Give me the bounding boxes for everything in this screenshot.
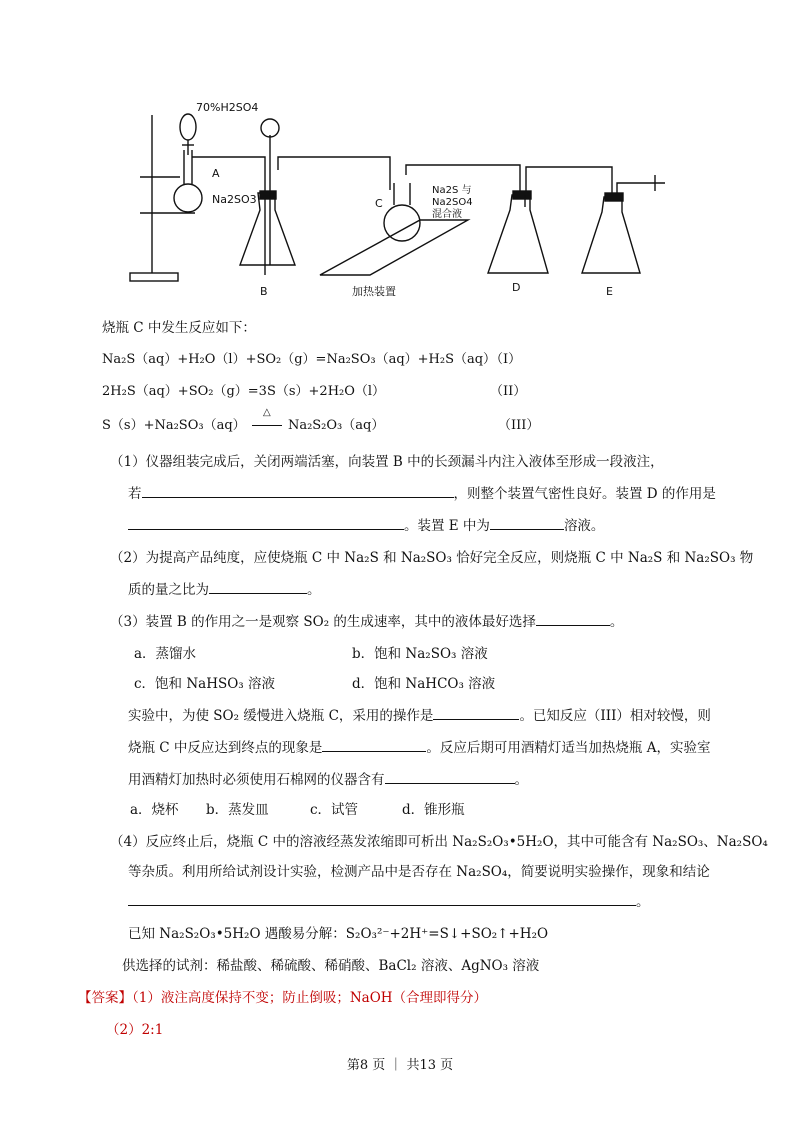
q1-line2-a: 若 [128, 486, 142, 502]
heating-plate [320, 220, 468, 275]
q1-line3 [128, 514, 604, 534]
q1-line3-a: 。装置 E 中为 [404, 518, 490, 534]
reaction-3-right: Na₂S₂O₃（aq） [287, 418, 385, 433]
q3-instrument-d: d．锥形瓶 [402, 802, 465, 818]
q3-line1 [110, 610, 623, 630]
q1-blank-1[interactable] [142, 483, 454, 498]
stand-base [130, 273, 178, 281]
q3-blank-3[interactable] [322, 737, 426, 752]
q3-line1-a: （3）装置 B 的作用之一是观察 SO₂ 的生成速率，其中的液体最好选择 [110, 614, 536, 630]
q3-option-b: b．饱和 Na₂SO₃ 溶液 [352, 646, 488, 662]
label-mix-3: 混合液 [432, 209, 462, 220]
answer-line1 [78, 986, 487, 1006]
q3-line3-b: 。反应后期可用酒精灯适当加热烧瓶 A，实验室 [426, 740, 711, 756]
label-B: B [260, 285, 268, 298]
q4-reagents: 供选择的试剂：稀盐酸、稀硫酸、稀硝酸、BaCl₂ 溶液、AgNO₃ 溶液 [122, 958, 540, 974]
q3-line3 [128, 736, 710, 756]
long-funnel [261, 119, 279, 137]
label-C: C [375, 197, 383, 210]
q1-line1: （1）仪器组装完成后，关闭两端活塞，向装置 B 中的长颈漏斗内注入液体至形成一段液注， [110, 454, 664, 470]
label-A: A [212, 167, 220, 180]
q3-blank-1[interactable] [536, 611, 610, 626]
q3-instrument-a: a．烧杯 [130, 802, 179, 818]
q4-line3 [128, 890, 650, 910]
label-acid: 70%H2SO4 [196, 101, 259, 114]
q3-line2-a: 实验中，为使 SO₂ 缓慢进入烧瓶 C，采用的操作是 [128, 708, 434, 724]
q2-blank[interactable] [209, 579, 307, 594]
q2-line2-b: 。 [307, 582, 321, 598]
q3-line2 [128, 704, 711, 724]
apparatus-diagram [120, 95, 680, 305]
q3-line4-a: 用酒精灯加热时必须使用石棉网的仪器含有 [128, 772, 385, 788]
q3-blank-4[interactable] [385, 769, 515, 784]
dropping-funnel [180, 114, 196, 140]
q3-option-d: d．饱和 NaHCO₃ 溶液 [352, 676, 496, 692]
label-mix-2: Na2SO4 [432, 197, 473, 208]
q1-line2-b: ，则整个装置气密性良好。装置 D 的作用是 [453, 486, 716, 502]
q2-line2 [128, 578, 321, 598]
q3-blank-2[interactable] [433, 705, 519, 720]
label-heating: 加热装置 [352, 285, 396, 298]
reaction-3-arrow [250, 407, 284, 433]
q2-line1: （2）为提高产品纯度，应使烧瓶 C 中 Na₂S 和 Na₂SO₃ 恰好完全反应，则烧瓶 C 中 Na₂S 和 Na₂SO₃ 物 [110, 550, 754, 566]
reaction-3-number: （III） [498, 418, 540, 433]
q1-blank-3[interactable] [490, 515, 564, 530]
reaction-3-condition: △ [262, 407, 271, 418]
q3-line4 [128, 768, 528, 788]
flask-E [582, 197, 640, 273]
q1-line3-b: 溶液。 [563, 518, 605, 534]
reaction-1-number: （I） [490, 352, 522, 367]
q4-line3-end: 。 [636, 894, 650, 910]
q3-option-c: c．饱和 NaHSO₃ 溶液 [134, 676, 276, 692]
q3-line4-b: 。 [514, 772, 528, 788]
flask-A [174, 184, 202, 212]
reaction-1: Na₂S（aq）+H₂O（l）+SO₂（g）=Na₂SO₃（aq）+H₂S（aq） [102, 352, 497, 367]
q4-line2: 等杂质。利用所给试剂设计实验，检测产品中是否存在 Na₂SO₄，简要说明实验操作，现象和结论 [128, 864, 710, 880]
reaction-3 [102, 407, 385, 433]
reaction-3-left: S（s）+Na₂SO₃（aq） [102, 418, 246, 433]
q4-blank[interactable] [128, 891, 636, 906]
label-na2so3: Na2SO3 [212, 193, 257, 206]
q1-blank-2[interactable] [128, 515, 404, 530]
q1-line2 [128, 482, 716, 502]
intro-text: 烧瓶 C 中发生反应如下： [102, 320, 256, 336]
reaction-2-number: （II） [490, 384, 527, 399]
q3-instrument-b: b．蒸发皿 [206, 802, 269, 818]
label-E: E [606, 285, 613, 298]
reaction-2: 2H₂S（aq）+SO₂（g）=3S（s）+2H₂O（l） [102, 384, 386, 399]
q3-line3-a: 烧瓶 C 中反应达到终点的现象是 [128, 740, 323, 756]
answer-tag: 【答案】 [78, 990, 132, 1006]
q2-line2-a: 质的量之比为 [128, 582, 209, 598]
label-mix-1: Na2S 与 [432, 185, 472, 196]
answer-1: （1）液注高度保持不变；防止倒吸；NaOH（合理即得分） [132, 990, 488, 1006]
q3-line2-b: 。已知反应（III）相对较慢，则 [519, 708, 711, 724]
answer-2: （2）2:1 [106, 1022, 164, 1038]
q4-known: 已知 Na₂S₂O₃•5H₂O 遇酸易分解：S₂O₃²⁻+2H⁺=S↓+SO₂↑+H₂O [128, 926, 549, 942]
label-D: D [512, 281, 521, 294]
q3-option-a: a．蒸馏水 [134, 646, 197, 662]
q4-line1: （4）反应终止后，烧瓶 C 中的溶液经蒸发浓缩即可析出 Na₂S₂O₃•5H₂O，其中可能含有 Na₂SO₃、Na₂SO₄ [110, 834, 768, 850]
q3-instrument-c: c．试管 [310, 802, 359, 818]
flask-D [488, 195, 548, 273]
page-footer: 第8 页 ｜ 共13 页 [346, 1058, 454, 1073]
q3-line1-b: 。 [609, 614, 624, 630]
